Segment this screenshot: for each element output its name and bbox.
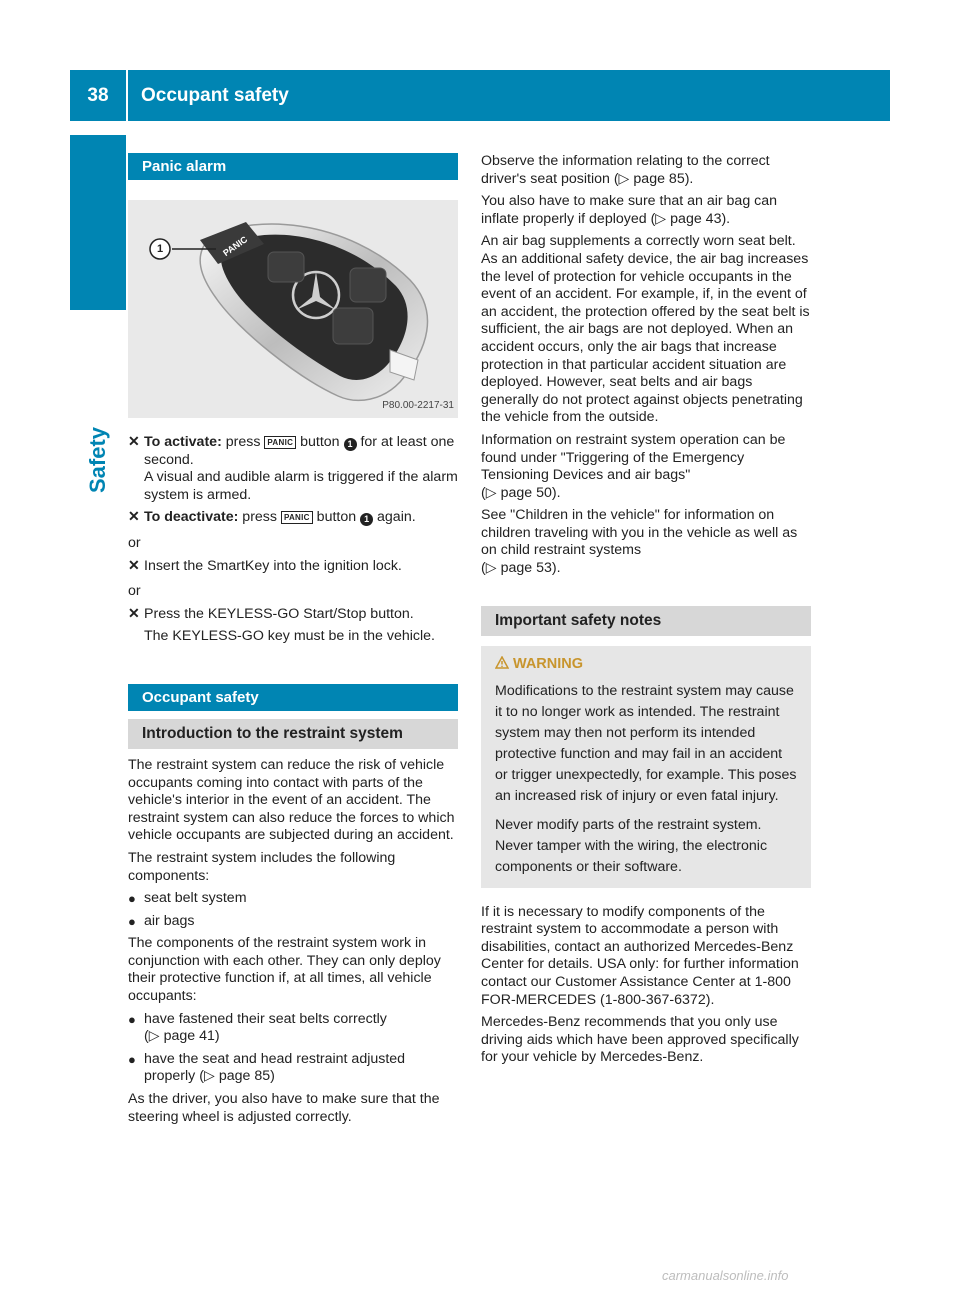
page-link[interactable]: page 53). — [500, 560, 561, 577]
airbag-supplement-paragraph: An air bag supplements a correctly worn seat belt. As an additional safety device, the air bag increases the level of protection for vehicle occupants in the event of an accident. For example, if, in the event of an accident, the protection offered by the seat belt is sufficient, the air bags are not deployed. When an accident occurs, only the air bags that increase protection in that particular accident situation are deployed. However, seat belts and air bags generally do not protect against objects penetrating the vehicle from the outside. — [481, 233, 810, 426]
children-paragraph: See "Children in the vehicle" for information on children traveling with you in the vehicle as well as on child restraint systems (▷ page 53). — [481, 507, 798, 577]
page-ref-arrow-icon: ▷ — [485, 560, 497, 577]
driving-aids-paragraph: Mercedes-Benz recommends that you only use driving aids which have been approved specifically for your vehicle by Mercedes-Benz. — [481, 1014, 799, 1066]
bullet-icon: ● — [128, 891, 136, 907]
components-paragraph: The restraint system includes the following components: — [128, 849, 396, 884]
warning-instruction: Never modify parts of the restraint system. Never tamper with the wiring, the electronic components or their software. — [495, 816, 768, 875]
warning-header — [495, 654, 797, 675]
page-link[interactable]: page 85 — [218, 1068, 271, 1085]
page-link[interactable]: page 43). — [670, 210, 731, 227]
smartkey-figure — [128, 200, 458, 418]
press-button-step: ✕ Press the KEYLESS-GO Start/Stop button. — [128, 605, 414, 622]
step-arrow-icon: ✕ — [128, 434, 140, 450]
insert-key-step: ✕ Insert the SmartKey into the ignition lock. — [128, 557, 402, 574]
key-panic-label: PANIC — [221, 234, 250, 259]
condition-item: ● have the seat and head restraint adjusted properly (▷ page 85) — [128, 1050, 406, 1085]
figure-code: P80.00-2217-31 — [382, 400, 454, 412]
safety-notes-heading: Important safety notes — [481, 606, 811, 636]
deactivate-step: ✕ To deactivate: press PANIC button 1 again. — [128, 509, 416, 526]
callout-1-icon: 1 — [360, 513, 373, 526]
page-link[interactable]: page 41 — [163, 1028, 215, 1045]
step-arrow-icon: ✕ — [128, 509, 140, 526]
bullet-icon: ● — [128, 1011, 136, 1027]
section-tab-label: Safety — [85, 426, 110, 494]
smartkey-illustration — [128, 200, 458, 418]
intro-paragraph: The restraint system can reduce the risk of vehicle occupants coming into contact with parts of the vehicle's interior in the event of an accident. The restraint system can also reduce the forces to which vehicle occupants are subjected during an accident. — [128, 756, 455, 844]
page-link[interactable]: page 85). — [633, 170, 694, 187]
activate-step: ✕ To activate: press PANIC button 1 for at least one second. A visual and audible alarm is triggered if the alarm system is armed. — [128, 434, 458, 503]
page-ref-arrow-icon: ▷ — [148, 1028, 160, 1045]
condition-item: ● have fastened their seat belts correctly (▷ page 41) — [128, 1010, 387, 1045]
warning-box — [481, 646, 811, 888]
header-divider — [126, 70, 128, 121]
page-ref-arrow-icon: ▷ — [485, 484, 497, 501]
driver-paragraph: As the driver, you also have to make sure that the steering wheel is adjusted correctly. — [128, 1091, 440, 1125]
restraint-info-paragraph: Information on restraint system operation can be found under "Triggering of the Emergency Tensioning Devices and air bags" (▷ page 50). — [481, 431, 786, 501]
callout-1-icon: 1 — [344, 438, 357, 451]
or-text: or — [128, 583, 141, 600]
seat-position-paragraph: Observe the information relating to the correct driver's seat position (▷ page 85). — [481, 153, 770, 187]
step-arrow-icon: ✕ — [128, 605, 140, 622]
keyless-note: The KEYLESS-GO key must be in the vehicle. — [144, 628, 435, 645]
section-tab-block — [70, 135, 126, 310]
page-number: 38 — [87, 85, 109, 106]
or-text: or — [128, 534, 141, 551]
warning-text: Modifications to the restraint system may cause it to no longer work as intended. The restraint system may then not perform its intended protective function and may fail in an accident or trigger unexpectedly, for example. This poses an increased risk of injury or even fatal injury. — [495, 682, 797, 804]
restraint-intro-heading: Introduction to the restraint system — [128, 719, 458, 749]
airbag-inflate-paragraph: You also have to make sure that an air bag can inflate properly if deployed (▷ page 43). — [481, 193, 778, 227]
page-title: Occupant safety — [141, 85, 289, 106]
bullet-icon: ● — [128, 1051, 136, 1067]
step-arrow-icon: ✕ — [128, 557, 140, 574]
conjunction-paragraph: The components of the restraint system work in conjunction with each other. They can only deploy their protective function if, at all times, all vehicle occupants: — [128, 935, 441, 1005]
warning-title: WARNING — [512, 655, 584, 672]
right-column — [481, 153, 811, 1072]
bullet-icon: ● — [128, 913, 136, 929]
left-column — [128, 153, 458, 1131]
watermark: carmanualsonline.info — [662, 1268, 789, 1283]
disabilities-paragraph: If it is necessary to modify components of the restraint system to accommodate a person with disabilities, contact an authorized Mercedes-Benz Center for details. USA only: for further information contact our Customer Assistance Center at 1-800 FOR-MERCEDES (1-800-367-6372). — [481, 903, 799, 1008]
page-link[interactable]: page 50). — [500, 484, 561, 501]
page-ref-arrow-icon: ▷ — [655, 210, 667, 227]
page-ref-arrow-icon: ▷ — [618, 170, 630, 187]
component-item: ● air bags — [128, 912, 195, 929]
warning-triangle-icon — [495, 656, 509, 669]
panic-button-icon: PANIC — [264, 436, 296, 449]
panic-alarm-heading: Panic alarm — [128, 153, 458, 180]
page-ref-arrow-icon: ▷ — [203, 1068, 215, 1085]
component-item: ● seat belt system — [128, 890, 247, 907]
figure-callout-number: 1 — [156, 243, 164, 255]
panic-button-icon: PANIC — [281, 511, 313, 524]
occupant-safety-heading: Occupant safety — [128, 684, 458, 711]
